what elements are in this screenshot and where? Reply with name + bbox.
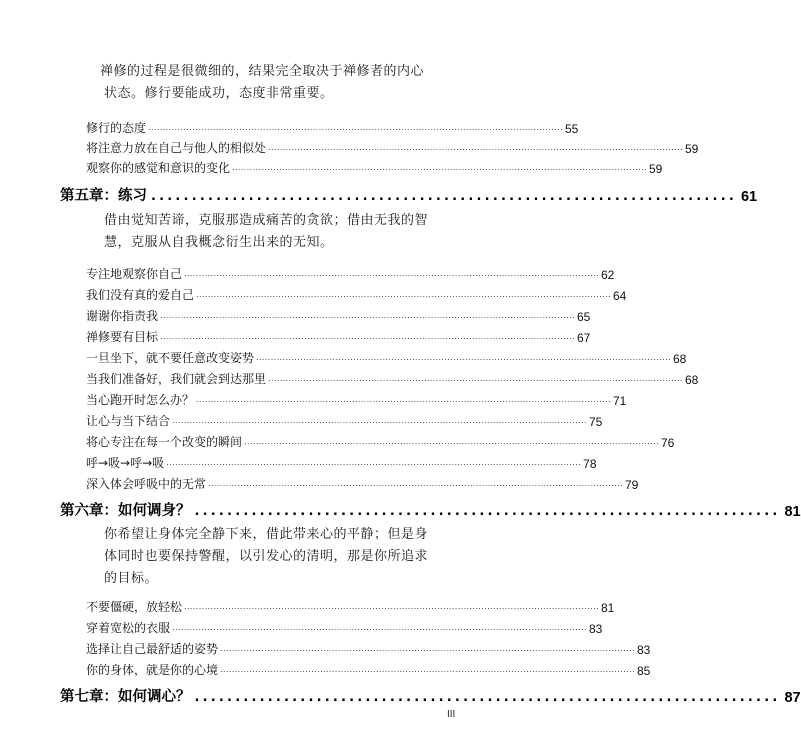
toc-entry-title: 选择让自己最舒适的姿势 [86,642,219,656]
toc-entry[interactable] [86,597,615,615]
chapter-title: 第五章：练习 [60,188,147,204]
dot-leader: ............................................................................................................................................. [196,290,611,299]
toc-entry[interactable] [86,138,699,156]
toc-entry-title: 当心跑开时怎么办？ [86,393,195,407]
toc-entry-page: 59 [648,162,663,176]
toc-entry[interactable] [86,348,687,366]
toc-entry[interactable] [86,158,663,176]
toc-entry-page: 81 [600,601,615,615]
toc-entry-title: 将注意力放在自己与他人的相似处 [86,141,267,155]
chapter-heading-6[interactable] [60,498,801,520]
chapter-intro-passage [104,524,464,590]
toc-entry-title: 观察你的感觉和意识的变化 [86,161,231,175]
chapter-page: 61 [740,189,758,205]
dot-leader: ............................................................................................................................................. [268,374,683,383]
toc-entry[interactable] [86,660,651,678]
toc-entry-title: 将心专注在每一个改变的瞬间 [86,435,243,449]
dot-leader: ........................................................................ [151,189,737,204]
toc-entry-title: 修行的态度 [86,121,147,135]
toc-entry-page: 75 [588,415,603,429]
intro-line: 体同时也要保持警醒，以引发心的清明，那是你所追求 [104,549,429,564]
dot-leader: ............................................................................................................................................. [172,416,587,425]
toc-entry-title: 不要僵硬，放轻松 [86,600,183,614]
toc-entry[interactable] [86,411,603,429]
toc-entry-title: 当我们准备好，我们就会到达那里 [86,372,267,386]
toc-entry[interactable] [86,118,579,136]
toc-entry-page: 79 [624,478,639,492]
toc-entry-page: 71 [612,394,627,408]
toc-entry-title: 呼→吸→呼→吸 [86,456,165,470]
toc-entry-page: 67 [576,331,591,345]
toc-entry-page: 64 [612,289,627,303]
dot-leader: ............................................................................................................................................. [268,143,683,152]
intro-line: 的目标。 [104,571,159,586]
toc-entry-title: 一旦坐下，就不要任意改变姿势 [86,351,255,365]
toc-entry-title: 禅修要有目标 [86,330,159,344]
dot-leader: ............................................................................................................................................. [166,458,582,467]
page-folio: III [447,709,456,720]
dot-leader: ............................................................................................................................................. [172,623,587,632]
chapter-heading-5[interactable] [60,183,758,205]
toc-entry-title: 穿着宽松的衣服 [86,621,171,635]
dot-leader: ............................................................................................................................................. [148,123,563,132]
dot-leader: ............................................................................................................................................. [160,311,575,320]
toc-entry[interactable] [86,369,699,387]
toc-entry-title: 专注地观察你自己 [86,267,183,281]
toc-entry[interactable] [86,453,597,471]
toc-entry-title: 深入体会呼吸中的无常 [86,477,207,491]
chapter-intro-passage [100,61,464,105]
dot-leader: ............................................................................................................................................. [184,269,599,278]
chapter-page: 87 [784,690,801,706]
dot-leader: ........................................................................ [194,690,781,705]
toc-entry-page: 62 [600,268,615,282]
chapter-heading-7[interactable] [60,684,801,706]
toc-entry[interactable] [86,639,651,657]
intro-line: 慧，克服从自我概念衍生出来的无知。 [104,235,334,250]
toc-entry[interactable] [86,285,627,303]
chapter-title: 第七章：如何调心？ [60,689,191,705]
toc-entry-page: 65 [576,310,591,324]
chapter-page: 81 [784,504,801,520]
toc-entry[interactable] [86,327,591,345]
toc-entry[interactable] [86,474,639,492]
dot-leader: ............................................................................................................................................. [196,395,611,404]
dot-leader: ............................................................................................................................................. [220,644,635,653]
toc-entry[interactable] [86,432,675,450]
toc-entry-title: 我们没有真的爱自己 [86,288,195,302]
toc-entry-title: 让心与当下结合 [86,414,171,428]
chapter-title: 第六章：如何调身？ [60,503,191,519]
dot-leader: ........................................................................ [194,504,781,519]
toc-entry-page: 78 [583,457,597,471]
toc-entry-title: 谢谢你指责我 [86,309,159,323]
toc-entry-page: 83 [636,643,651,657]
toc-entry-page: 85 [636,664,651,678]
toc-entry-title: 你的身体，就是你的心境 [86,663,219,677]
dot-leader: ............................................................................................................................................. [232,163,647,172]
toc-entry-page: 55 [564,122,579,136]
chapter-intro-passage [104,210,464,254]
intro-line: 你希望让身体完全静下来，借此带来心的平静；但是身 [104,527,429,542]
toc-entry-page: 68 [672,352,687,366]
dot-leader: ............................................................................................................................................. [256,353,671,362]
dot-leader: ............................................................................................................................................. [244,437,659,446]
toc-entry[interactable] [86,618,603,636]
toc-entry[interactable] [86,390,627,408]
toc-entry[interactable] [86,306,591,324]
intro-line: 禅修的过程是很微细的，结果完全取决于禅修者的内心 [100,64,425,79]
toc-entry-page: 68 [684,373,699,387]
intro-line: 借由觉知苦谛，克服那造成痛苦的贪欲；借由无我的智 [104,213,429,228]
dot-leader: ............................................................................................................................................. [208,479,623,488]
dot-leader: ............................................................................................................................................. [160,332,575,341]
toc-entry-page: 59 [684,142,699,156]
dot-leader: ............................................................................................................................................. [220,665,635,674]
toc-entry-page: 76 [660,436,675,450]
toc-entry[interactable] [86,264,615,282]
toc-entry-page: 83 [588,622,603,636]
dot-leader: ............................................................................................................................................. [184,602,599,611]
intro-line: 状态。修行要能成功，态度非常重要。 [104,86,334,101]
